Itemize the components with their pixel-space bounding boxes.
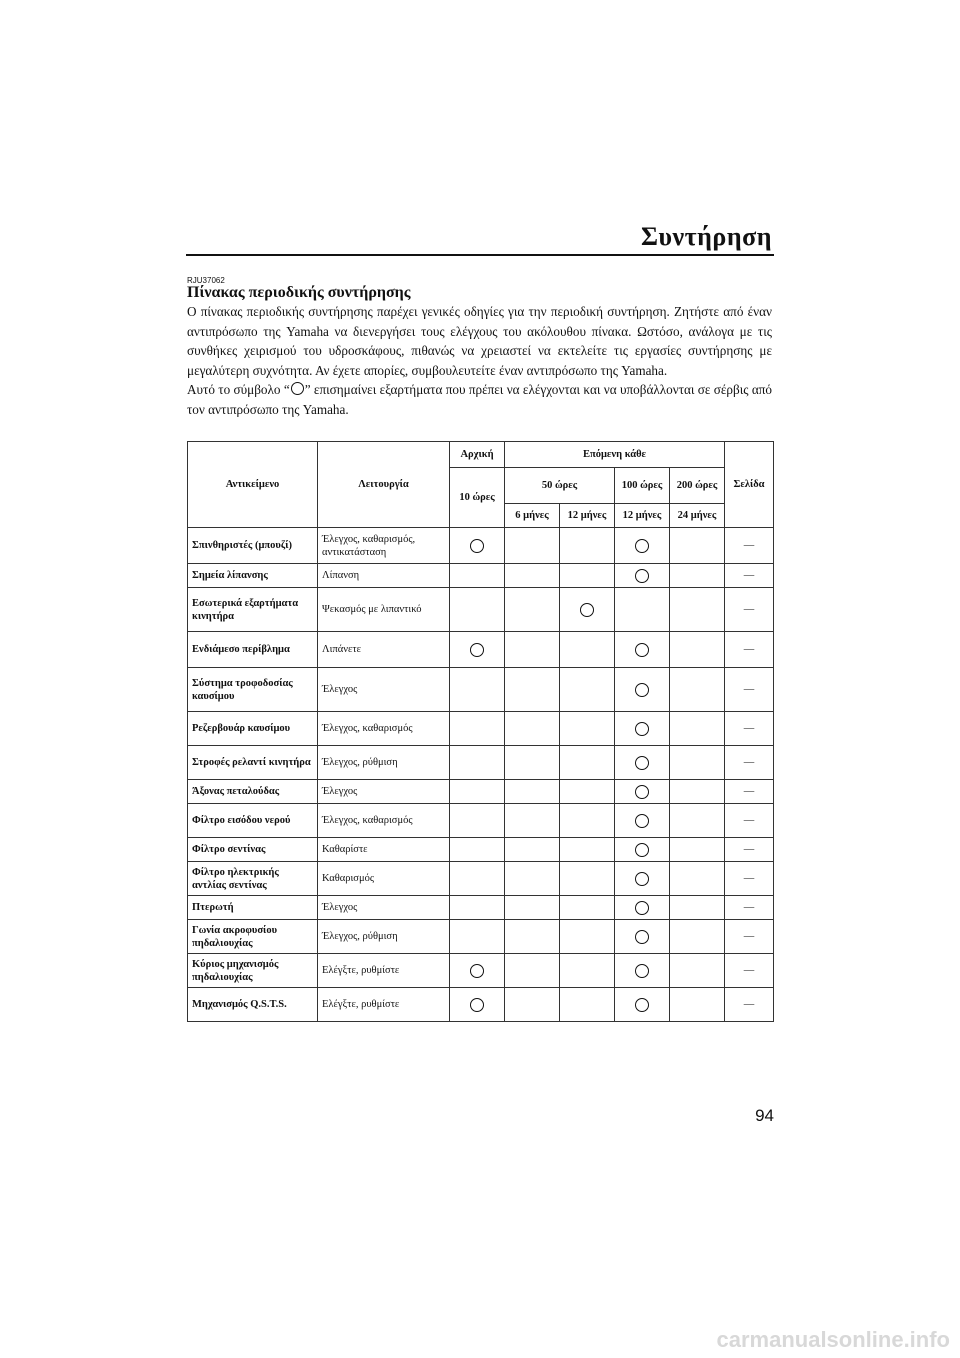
cell-interval xyxy=(670,632,725,668)
cell-interval xyxy=(505,780,560,804)
cell-operation: Έλεγχος, καθαρισμός xyxy=(318,804,450,838)
cell-interval xyxy=(505,668,560,712)
header-every: Επόμενη κάθε xyxy=(505,442,725,468)
maintenance-table xyxy=(187,441,774,1022)
cell-operation: Ελέγξτε, ρυθμίστε xyxy=(318,954,450,988)
page-number: 94 xyxy=(755,1106,774,1125)
cell-interval xyxy=(450,988,505,1022)
cell-item: Στροφές ρελαντί κινητήρα xyxy=(188,746,318,780)
cell-operation: Έλεγχος xyxy=(318,896,450,920)
cell-interval xyxy=(560,780,615,804)
cell-interval xyxy=(560,896,615,920)
circle-mark-icon xyxy=(635,539,649,553)
cell-operation: Ελέγξτε, ρυθμίστε xyxy=(318,988,450,1022)
intro-paragraph: Ο πίνακας περιοδικής συντήρησης παρέχει γενικές οδηγίες για την περιοδική συντήρηση. Ζητήστε από έναν αντιπρόσωπο της Yamaha να διενεργήσει τους ελέγχους του ακόλουθου πίνακα. Ωστόσο, ανάλογα με τις συνθήκες χειρισμού του υδροσκάφους, πιθανώς να χρειαστεί να εκτελείτε τις εργασίες συντήρησης με μεγαλύτερη συχνότητα. Αν έχετε απορίες, συμβουλευτείτε έναν αντιπρόσωπο της Yamaha. xyxy=(187,304,772,378)
circle-mark-icon xyxy=(635,683,649,697)
table-row xyxy=(188,804,774,838)
cell-interval xyxy=(505,954,560,988)
cell-interval xyxy=(670,862,725,896)
table-row xyxy=(188,528,774,564)
cell-interval xyxy=(670,588,725,632)
circle-mark-icon xyxy=(470,998,484,1012)
cell-operation: Έλεγχος xyxy=(318,668,450,712)
cell-interval xyxy=(615,954,670,988)
cell-interval xyxy=(505,804,560,838)
cell-interval xyxy=(505,988,560,1022)
cell-operation: Έλεγχος, ρύθμιση xyxy=(318,746,450,780)
cell-interval xyxy=(505,746,560,780)
cell-interval xyxy=(450,668,505,712)
table-row xyxy=(188,988,774,1022)
cell-interval xyxy=(505,712,560,746)
cell-item: Φίλτρο σεντίνας xyxy=(188,838,318,862)
cell-interval xyxy=(505,862,560,896)
symbol-text-before: Αυτό το σύμβολο “ xyxy=(187,382,290,397)
header-12m-a: 12 μήνες xyxy=(560,504,615,528)
cell-interval xyxy=(560,838,615,862)
header-item: Αντικείμενο xyxy=(188,442,318,528)
cell-interval xyxy=(560,712,615,746)
cell-interval xyxy=(560,528,615,564)
cell-interval xyxy=(450,838,505,862)
table-row xyxy=(188,632,774,668)
cell-interval xyxy=(670,528,725,564)
cell-item: Σημεία λίπανσης xyxy=(188,564,318,588)
cell-item: Σπινθηριστές (μπουζί) xyxy=(188,528,318,564)
cell-interval xyxy=(450,896,505,920)
cell-interval xyxy=(450,920,505,954)
cell-interval xyxy=(560,988,615,1022)
cell-interval xyxy=(615,668,670,712)
cell-interval xyxy=(560,632,615,668)
cell-interval xyxy=(615,588,670,632)
circle-mark-icon xyxy=(580,603,594,617)
cell-interval xyxy=(560,804,615,838)
cell-page: — xyxy=(725,588,774,632)
cell-item: Φίλτρο εισόδου νερού xyxy=(188,804,318,838)
cell-interval xyxy=(560,920,615,954)
circle-symbol-icon xyxy=(291,382,304,395)
section-title: Πίνακας περιοδικής συντήρησης xyxy=(187,284,411,301)
circle-mark-icon xyxy=(470,539,484,553)
cell-interval xyxy=(670,920,725,954)
circle-mark-icon xyxy=(635,569,649,583)
circle-mark-icon xyxy=(635,785,649,799)
cell-page: — xyxy=(725,564,774,588)
cell-item: Άξονας πεταλούδας xyxy=(188,780,318,804)
cell-interval xyxy=(615,920,670,954)
table-body xyxy=(188,528,774,1022)
cell-interval xyxy=(505,632,560,668)
cell-interval xyxy=(615,838,670,862)
page-title: Συντήρηση xyxy=(641,222,772,251)
table-row xyxy=(188,712,774,746)
cell-item: Εσωτερικά εξαρτήματα κινητήρα xyxy=(188,588,318,632)
circle-mark-icon xyxy=(635,964,649,978)
cell-interval xyxy=(615,988,670,1022)
cell-interval xyxy=(450,804,505,838)
circle-mark-icon xyxy=(635,998,649,1012)
cell-interval xyxy=(450,588,505,632)
intro-text xyxy=(187,302,772,419)
circle-mark-icon xyxy=(635,872,649,886)
cell-operation: Λιπάνετε xyxy=(318,632,450,668)
cell-interval xyxy=(450,712,505,746)
cell-item: Πτερωτή xyxy=(188,896,318,920)
cell-item: Ενδιάμεσο περίβλημα xyxy=(188,632,318,668)
cell-interval xyxy=(505,838,560,862)
cell-interval xyxy=(560,746,615,780)
circle-mark-icon xyxy=(635,930,649,944)
table-row xyxy=(188,588,774,632)
cell-operation: Έλεγχος xyxy=(318,780,450,804)
header-50h: 50 ώρες xyxy=(505,468,615,504)
cell-interval xyxy=(615,528,670,564)
cell-interval xyxy=(505,564,560,588)
cell-operation: Καθαρισμός xyxy=(318,862,450,896)
circle-mark-icon xyxy=(470,643,484,657)
cell-page: — xyxy=(725,920,774,954)
cell-operation: Ψεκασμός με λιπαντικό xyxy=(318,588,450,632)
cell-item: Μηχανισμός Q.S.T.S. xyxy=(188,988,318,1022)
cell-interval xyxy=(505,920,560,954)
table-row xyxy=(188,668,774,712)
cell-interval xyxy=(615,804,670,838)
cell-interval xyxy=(560,954,615,988)
watermark: carmanualsonline.info xyxy=(716,1327,950,1352)
cell-page: — xyxy=(725,712,774,746)
cell-interval xyxy=(505,588,560,632)
cell-interval xyxy=(670,780,725,804)
header-200h: 200 ώρες xyxy=(670,468,725,504)
header-6m: 6 μήνες xyxy=(505,504,560,528)
cell-interval xyxy=(450,528,505,564)
cell-page: — xyxy=(725,804,774,838)
cell-interval xyxy=(450,632,505,668)
symbol-paragraph xyxy=(187,380,772,419)
cell-interval xyxy=(615,564,670,588)
cell-page: — xyxy=(725,862,774,896)
cell-interval xyxy=(670,954,725,988)
cell-page: — xyxy=(725,668,774,712)
cell-interval xyxy=(615,746,670,780)
cell-page: — xyxy=(725,746,774,780)
table-row xyxy=(188,746,774,780)
cell-page: — xyxy=(725,988,774,1022)
circle-mark-icon xyxy=(470,964,484,978)
cell-item: Γωνία ακροφυσίου πηδαλιουχίας xyxy=(188,920,318,954)
circle-mark-icon xyxy=(635,901,649,915)
cell-page: — xyxy=(725,632,774,668)
cell-page: — xyxy=(725,780,774,804)
cell-interval xyxy=(450,564,505,588)
cell-interval xyxy=(670,804,725,838)
section-code: RJU37062 xyxy=(187,276,225,285)
cell-interval xyxy=(615,780,670,804)
cell-interval xyxy=(560,588,615,632)
header-page: Σελίδα xyxy=(725,442,774,528)
cell-interval xyxy=(670,746,725,780)
circle-mark-icon xyxy=(635,756,649,770)
table-row xyxy=(188,838,774,862)
cell-interval xyxy=(670,564,725,588)
cell-operation: Έλεγχος, ρύθμιση xyxy=(318,920,450,954)
symbol-text-after: ” επισημαίνει εξαρτήματα που πρέπει να ελέγχονται και να υποβάλλονται σε σέρβις από τον αντιπρόσωπο της Yamaha. xyxy=(187,382,772,417)
cell-page: — xyxy=(725,954,774,988)
cell-item: Φίλτρο ηλεκτρικής αντλίας σεντίνας xyxy=(188,862,318,896)
cell-operation: Έλεγχος, καθαρισμός xyxy=(318,712,450,746)
table-row xyxy=(188,564,774,588)
cell-page: — xyxy=(725,528,774,564)
circle-mark-icon xyxy=(635,643,649,657)
cell-operation: Έλεγχος, καθαρισμός, αντικατάσταση xyxy=(318,528,450,564)
circle-mark-icon xyxy=(635,722,649,736)
circle-mark-icon xyxy=(635,843,649,857)
cell-operation: Λίπανση xyxy=(318,564,450,588)
table-row xyxy=(188,920,774,954)
table-row xyxy=(188,896,774,920)
circle-mark-icon xyxy=(635,814,649,828)
cell-interval xyxy=(670,668,725,712)
cell-interval xyxy=(615,632,670,668)
header-12m-b: 12 μήνες xyxy=(615,504,670,528)
cell-interval xyxy=(670,838,725,862)
header-100h: 100 ώρες xyxy=(615,468,670,504)
page-header xyxy=(186,220,774,256)
cell-interval xyxy=(670,896,725,920)
cell-interval xyxy=(560,564,615,588)
cell-item: Ρεζερβουάρ καυσίμου xyxy=(188,712,318,746)
cell-interval xyxy=(670,712,725,746)
cell-interval xyxy=(560,862,615,896)
cell-page: — xyxy=(725,838,774,862)
cell-interval xyxy=(450,746,505,780)
cell-interval xyxy=(505,896,560,920)
header-operation: Λειτουργία xyxy=(318,442,450,528)
cell-interval xyxy=(450,862,505,896)
header-10h: 10 ώρες xyxy=(450,468,505,528)
cell-interval xyxy=(450,954,505,988)
cell-item: Σύστημα τροφοδοσίας καυσίμου xyxy=(188,668,318,712)
cell-operation: Καθαρίστε xyxy=(318,838,450,862)
table-row xyxy=(188,780,774,804)
header-24m: 24 μήνες xyxy=(670,504,725,528)
cell-interval xyxy=(505,528,560,564)
cell-page: — xyxy=(725,896,774,920)
cell-interval xyxy=(450,780,505,804)
cell-interval xyxy=(670,988,725,1022)
cell-interval xyxy=(615,896,670,920)
table-row xyxy=(188,862,774,896)
header-initial: Αρχική xyxy=(450,442,505,468)
cell-interval xyxy=(615,712,670,746)
cell-item: Κύριος μηχανισμός πηδαλιουχίας xyxy=(188,954,318,988)
table-row xyxy=(188,954,774,988)
cell-interval xyxy=(615,862,670,896)
cell-interval xyxy=(560,668,615,712)
